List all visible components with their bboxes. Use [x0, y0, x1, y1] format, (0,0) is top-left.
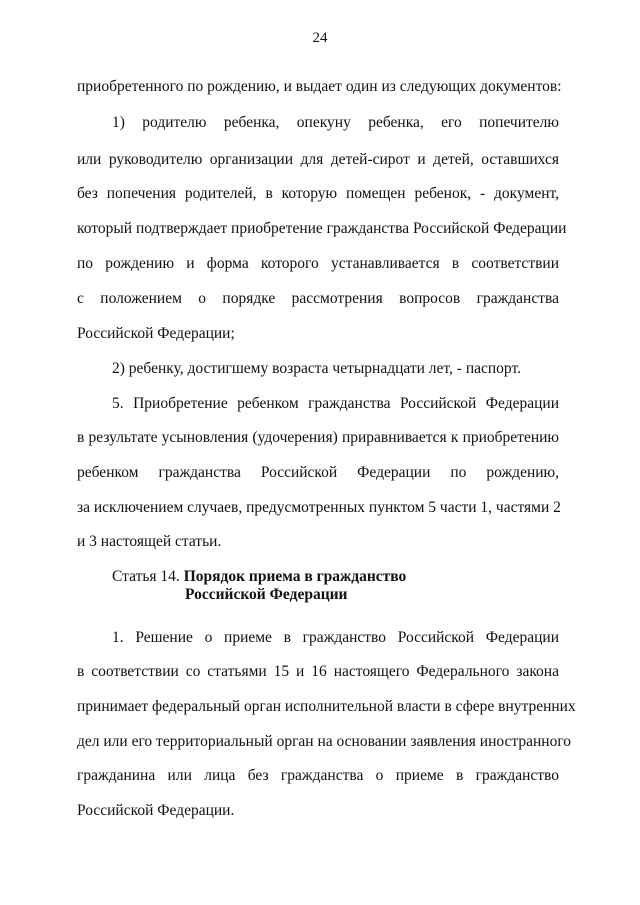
text-line: принимает федеральный орган исполнительной власти в сфере внутренних	[77, 698, 576, 715]
article-title: Порядок приема в гражданство	[183, 568, 407, 585]
text-line: и 3 настоящей статьи.	[77, 533, 222, 550]
text-line: с положением о порядке рассмотрения вопросов гражданства	[77, 290, 559, 307]
text-line: Российской Федерации;	[77, 325, 235, 342]
article-heading	[112, 567, 406, 587]
text-line: без попечения родителей, в которую помещен ребенок, - документ,	[77, 185, 559, 202]
page-number: 24	[312, 30, 328, 46]
text-line: 5. Приобретение ребенком гражданства Российской Федерации	[112, 395, 559, 412]
text-line: за исключением случаев, предусмотренных пунктом 5 части 1, частями 2	[77, 499, 561, 516]
text-line: ребенком гражданства Российской Федерации по рождению,	[77, 464, 559, 481]
text-line: дел или его территориальный орган на основании заявления иностранного	[77, 733, 572, 750]
text-line: 2) ребенку, достигшему возраста четырнадцати лет, - паспорт.	[112, 360, 521, 377]
text-line: приобретенного по рождению, и выдает один из следующих документов:	[77, 78, 562, 95]
text-line: по рождению и форма которого устанавливается в соответствии	[77, 255, 559, 272]
text-line: 1) родителю ребенка, опекуну ребенка, его попечителю	[112, 114, 559, 131]
text-line: который подтверждает приобретение гражданства Российской Федерации	[77, 220, 567, 237]
text-line: или руководителю организации для детей-сирот и детей, оставшихся	[77, 151, 559, 168]
text-line: 1. Решение о приеме в гражданство Российской Федерации	[112, 629, 559, 646]
text-line: в результате усыновления (удочерения) приравнивается к приобретению	[77, 429, 559, 446]
text-line: в соответствии со статьями 15 и 16 настоящего Федерального закона	[77, 663, 559, 680]
article-title-continued: Российской Федерации	[185, 586, 348, 603]
article-number: Статья 14.	[112, 568, 180, 585]
text-line: гражданина или лица без гражданства о приеме в гражданство	[77, 767, 559, 784]
text-line: Российской Федерации.	[77, 802, 235, 819]
